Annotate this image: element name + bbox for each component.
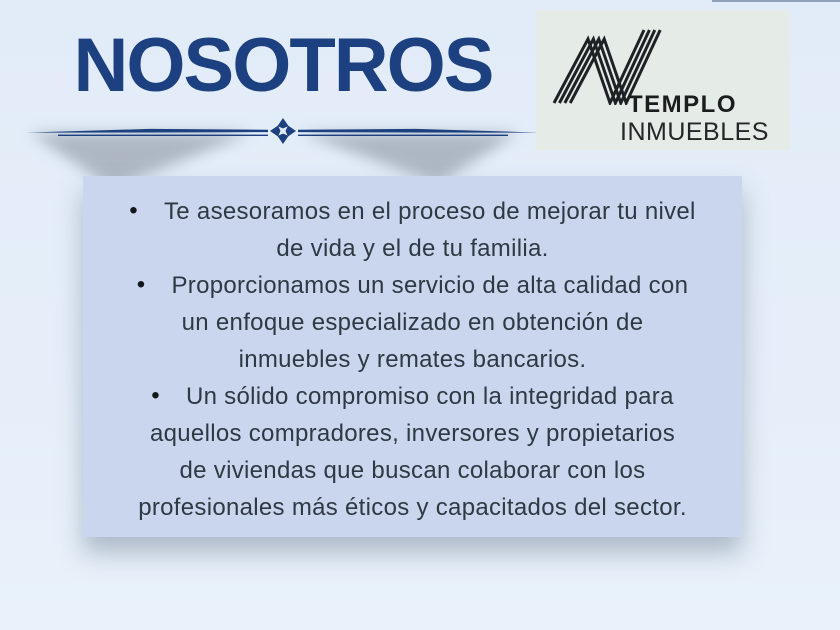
bullet-item-line: de vida y el de tu familia. (276, 235, 549, 262)
bullet-icon: • (136, 271, 146, 298)
bullet-item-line: aquellos compradores, inversores y propietarios (149, 420, 675, 447)
bullet-item-line: un enfoque especializado en obtención de (181, 309, 644, 336)
about-panel (83, 176, 742, 537)
logo (536, 10, 790, 150)
bullet-item-line: de viviendas que buscan colaborar con los (179, 457, 646, 484)
page-title: NOSOTROS (73, 23, 493, 108)
bullet-text: Proporcionamos un servicio de alta calidad con (171, 272, 689, 299)
top-edge-line (712, 0, 840, 2)
bullet-text: Te asesoramos en el proceso de mejorar tu nivel (164, 198, 696, 225)
bullet-item-line (83, 378, 742, 415)
logo-subname: INMUEBLES (620, 118, 769, 146)
bullet-item-line (83, 193, 742, 230)
bullet-item-line: inmuebles y remates bancarios. (238, 346, 587, 373)
bullet-item-line: profesionales más éticos y capacitados del sector. (138, 494, 687, 521)
logo-name: TEMPLO (628, 91, 737, 118)
bullet-text: Un sólido compromiso con la integridad para (185, 383, 674, 410)
bullet-item-line (83, 267, 742, 304)
bullet-icon: • (129, 197, 138, 224)
bullet-icon: • (151, 382, 160, 409)
